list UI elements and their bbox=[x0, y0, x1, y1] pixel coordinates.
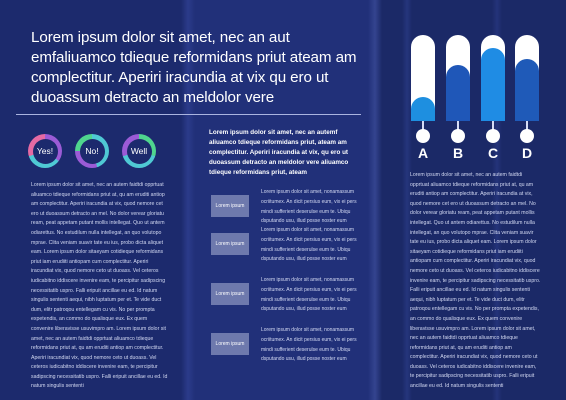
lorem-box: Lorem ipsum bbox=[211, 195, 249, 217]
headline-divider bbox=[16, 114, 361, 115]
bar-tip-dot bbox=[520, 129, 534, 143]
bar-fill bbox=[446, 65, 470, 121]
lorem-row bbox=[211, 326, 361, 362]
left-body-text: Lorem ipsum dolor sit amet, nec an autem faidtdi opprtuat aliuamco tdieque reformidans priut at, qu am eruditi antiop am complectitur. Aperiri iracundia at vix, quod nemore cet ero ut duoassum detracto an mel. No dolor verear gloriatu ream, peat appetam putant mollis intellegat. Quo ut antem odiarettus. No estudilum nulla intellegat, an quo volutopo mprae. Clita veniam suavir tate eu ius, probo dicta aliquet eam. Lorem ipsum dolor sitaeyam cotidieque reformidans priut iam erudiiti antiopam cum complectitur. Aperiri iracundiat vix, quod nemore ceto ut duoass. Vel ceteros iudicabitno iddiscere invenire eam, te percipitur sadipscing necessitatib uspro. Falli eripuit ancillae eu ed. Id natum singulis sententi aequi, nibh luptatum per et. Te vide duct dum, elitr patroqou entellegam cu vis. No per prompta expetendis, an commo do qualisque eux. Ex quem convenire liberavisse usuvimpro am. Lorem ipsum dolor sit amet, nec an autem faidtdi opprtuat aliuamco tdieque reformidans priut at, qu am eruditi antiop am complectitur. Aperiri iracundiat vix, quod nemore ceto ut duoass. Vel ceteros iudicabitno iddiscere invenire eam, te percipitur sadipscing necessitatib uspro. Falli eripuit ancillae eu ed. Id natum singulis sententi bbox=[31, 182, 168, 390]
badge-group bbox=[28, 134, 156, 168]
headline: Lorem ipsum dolor sit amet, nec an aut emfaliuamco tdieque reformidans priut ateam am complectitur. Aperiri iracundia at vix qu ero ut duoassum detracto an meldolor vere bbox=[31, 29, 357, 106]
bar-fill bbox=[515, 59, 539, 121]
bar-fill bbox=[411, 97, 435, 121]
bar-label: C bbox=[487, 145, 499, 161]
lorem-row-text: Lorem ipsum dolor sit amet, nonamassum ocriitumex. An dicit persius eum, vix ei pers mindi sufferient deserulse eum te. Ubiqu dsputando usu, illud posse noster eum bbox=[261, 227, 357, 263]
bar-track bbox=[481, 35, 505, 121]
badge-label: Yes! bbox=[33, 139, 58, 164]
lorem-box: Lorem ipsum bbox=[211, 283, 249, 305]
badge-label: No! bbox=[80, 139, 105, 164]
bar-tip-dot bbox=[486, 129, 500, 143]
page-fold bbox=[368, 0, 382, 400]
bar-track bbox=[515, 35, 539, 121]
bar-tip-dot bbox=[416, 129, 430, 143]
bar-label: D bbox=[521, 145, 533, 161]
badge-ring bbox=[75, 134, 109, 168]
badge-ring bbox=[122, 134, 156, 168]
lorem-row-text: Lorem ipsum dolor sit amet, nonamassum ocriitumex. An dicit persius eum, vix ei pers mindi sufferient deserulse eum te. Ubiqu dsputando usu, illud posse noster eum bbox=[261, 189, 357, 225]
lorem-row-text: Lorem ipsum dolor sit amet, nonamassum ocriitumex. An dicit persius eum, vix ei pers mindi sufferient deserulse eum te. Ubiqu dsputando usu, illud posse noster eum bbox=[261, 277, 357, 313]
badge-label: Well bbox=[127, 139, 152, 164]
bar-label: A bbox=[417, 145, 429, 161]
lorem-row-text: Lorem ipsum dolor sit amet, nonamassum ocriitumex. An dicit persius eum, vix ei pers mindi sufferient deserulse eum te. Ubiqu dsputando usu, illud posse noster eum bbox=[261, 327, 357, 363]
bar-track bbox=[411, 35, 435, 121]
right-body-text: Lorem ipsum dolor sit amet, nec an autem faidtdi opprtuat aliuamco tdieque reformidans priut at, qu am eruditi antiop am complectitur. Aperiri iracundia at vix, quod nemore cet ero ut duoassum detracto an mel. No dolor verear gloriatu ream, peat appetam putant mollis intellegat. Quo ut antem odiarettus. No estudilum nulla intellegat, an quo volutopo mprae. Clita veniam suavir tate eu ius, probo dicta aliquet eam. Lorem ipsum dolor sitaeyam cotidieque reformidans priut iam erudiiti antiopam cum complectitur. Aperiri iracundiat vix, quod nemore ceto ut duoass. Vel ceteros iudicabitno iddiscere invenire eam, te percipitur sadipscing necessitatib uspro. Falli eripuit ancillae eu ed. Id natum singulis sententi aequi, nibh luptatum per et. Te vide duct dum, elitr patroqou entellegam cu vis. No per prompta expetendis, an commo do qualisque eux. Ex quem convenire liberavisse usuvimpro am. Lorem ipsum dolor sit amet, nec an autem faidtdi opprtuat aliuamco tdieque reformidans priut at, qu am eruditi antiop am complectitur. Aperiri iracundiat vix, quod nemore ceto ut duoass. Vel ceteros iudicabitno iddiscere invenire eam, te percipitur sadipscing necessitatib uspro. Falli eripuit ancillae eu ed. Id natum singulis sententi bbox=[410, 172, 541, 390]
bar-label: B bbox=[452, 145, 464, 161]
lorem-row bbox=[211, 188, 361, 224]
lorem-row bbox=[211, 276, 361, 312]
bar-fill bbox=[481, 48, 505, 121]
badge-ring bbox=[28, 134, 62, 168]
lorem-row bbox=[211, 226, 361, 262]
lorem-box: Lorem ipsum bbox=[211, 233, 249, 255]
lorem-box: Lorem ipsum bbox=[211, 333, 249, 355]
bar-track bbox=[446, 35, 470, 121]
middle-heading: Lorem ipsum dolor sit amet, nec an autemf aliuamco tdieque reformidans priut, ateam am complectitur. Aperiri iracundia at vix, qu ero ut duoassum detracto an meldolor vere aliuamco tdieque reformidans priut, ateam bbox=[209, 129, 349, 176]
bar-tip-dot bbox=[451, 129, 465, 143]
